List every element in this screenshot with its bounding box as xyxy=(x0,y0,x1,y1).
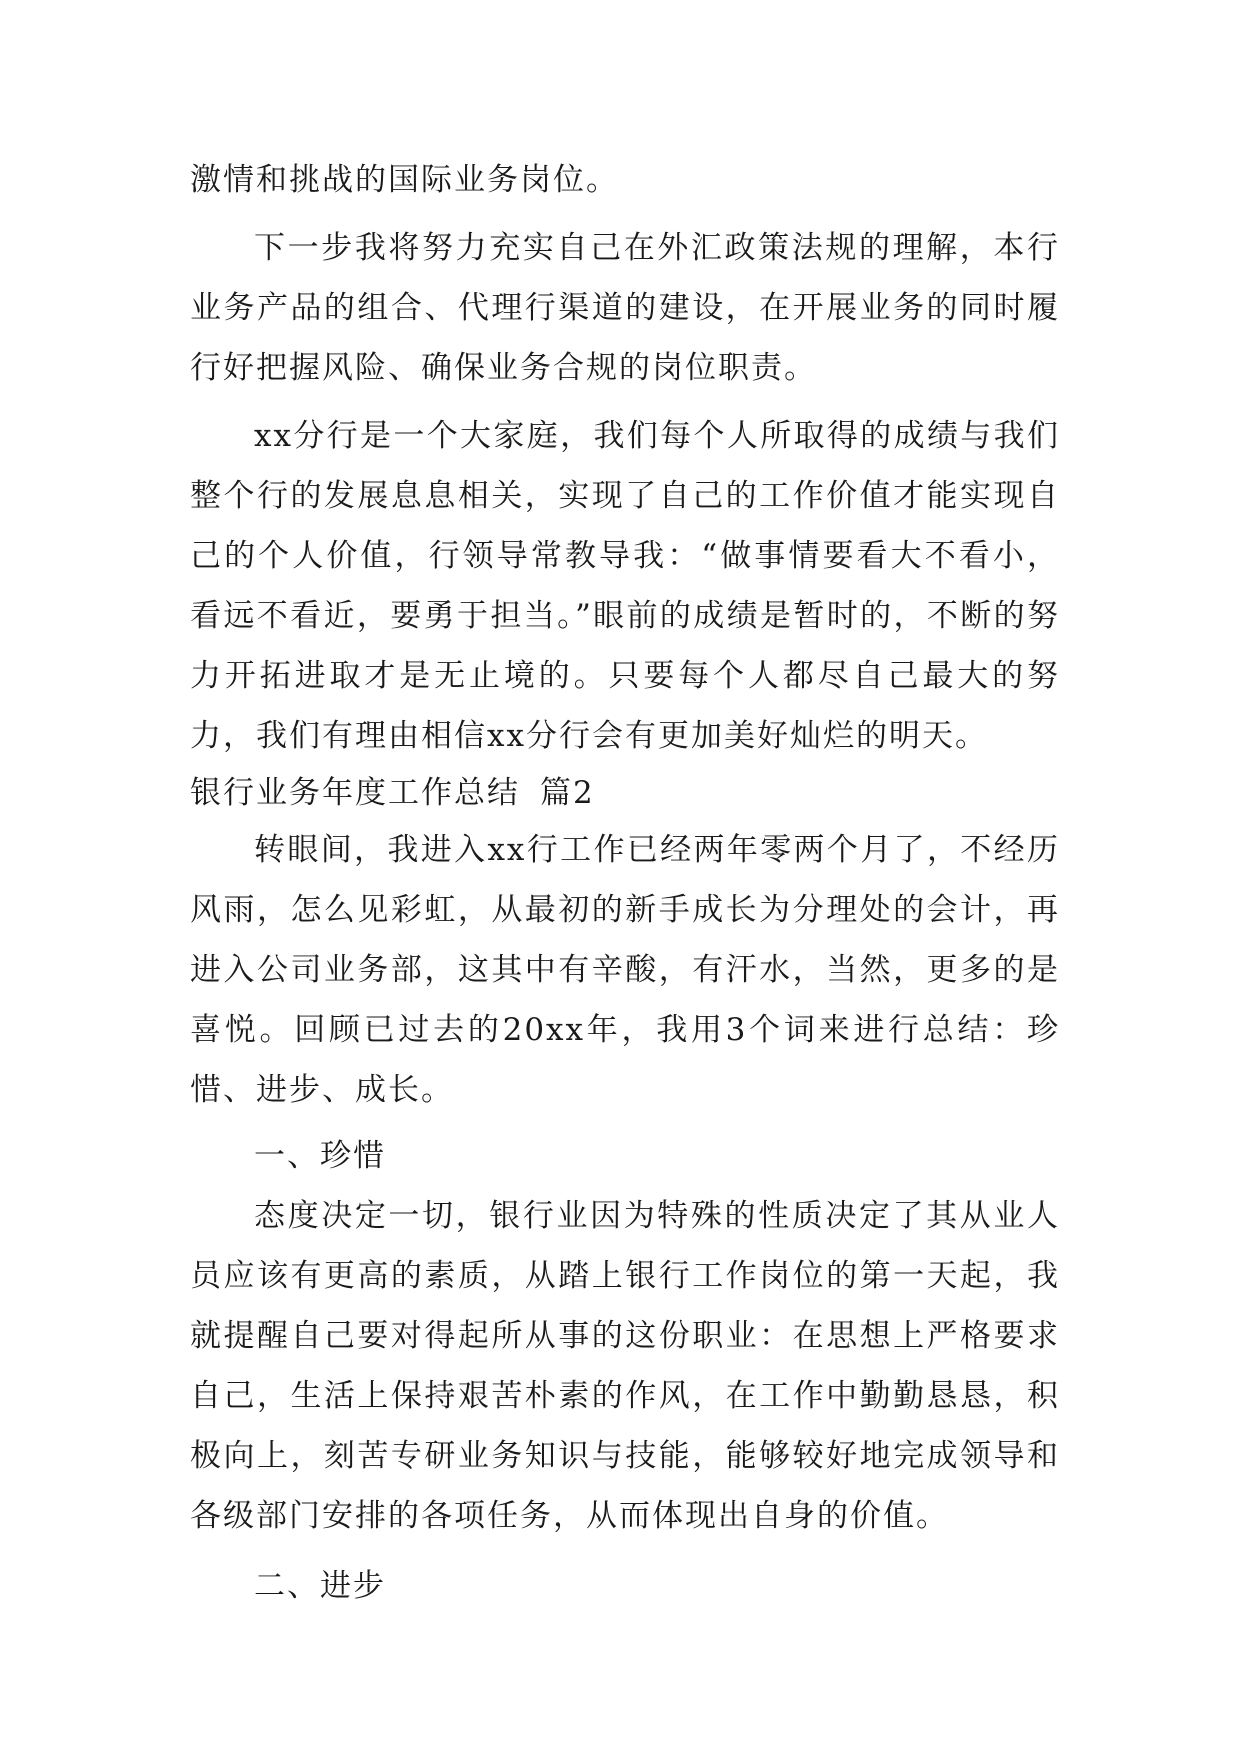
paragraph-branch-family: xx分行是一个大家庭，我们每个人所取得的成绩与我们整个行的发展息息相关，实现了自己的工作价值才能实现自己的个人价值，行领导常教导我：“做事情要看大不看小，看远不看近，要勇于担当。”眼前的成绩是暂时的，不断的努力开拓进取才是无止境的。只要每个人都尽自己最大的努力，我们有理由相信xx分行会有更加美好灿烂的明天。 xyxy=(190,418,1060,754)
subheading-cherish: 一、珍惜 xyxy=(254,1138,386,1174)
section-title-text: 银行业务年度工作总结 xyxy=(190,775,520,811)
section-number: 篇2 xyxy=(540,775,595,811)
subheading-progress: 二、进步 xyxy=(254,1568,386,1604)
paragraph-intro: 转眼间，我进入xx行工作已经两年零两个月了，不经历风雨，怎么见彩虹，从最初的新手成长为分理处的会计，再进入公司业务部，这其中有辛酸，有汗水，当然，更多的是喜悦。回顾已过去的20xx年，我用3个词来进行总结：珍惜、进步、成长。 xyxy=(190,832,1060,1108)
section-title xyxy=(190,766,1060,820)
paragraph-next-step: 下一步我将努力充实自己在外汇政策法规的理解，本行业务产品的组合、代理行渠道的建设，在开展业务的同时履行好把握风险、确保业务合规的岗位职责。 xyxy=(190,230,1060,386)
paragraph-continuation: 激情和挑战的国际业务岗位。 xyxy=(190,162,619,198)
document-body xyxy=(190,150,1060,1616)
paragraph-attitude: 态度决定一切，银行业因为特殊的性质决定了其从业人员应该有更高的素质，从踏上银行工作岗位的第一天起，我就提醒自己要对得起所从事的这份职业：在思想上严格要求自己，生活上保持艰苦朴素的作风，在工作中勤勤恳恳，积极向上，刻苦专研业务知识与技能，能够较好地完成领导和各级部门安排的各项任务，从而体现出自身的价值。 xyxy=(190,1198,1060,1534)
